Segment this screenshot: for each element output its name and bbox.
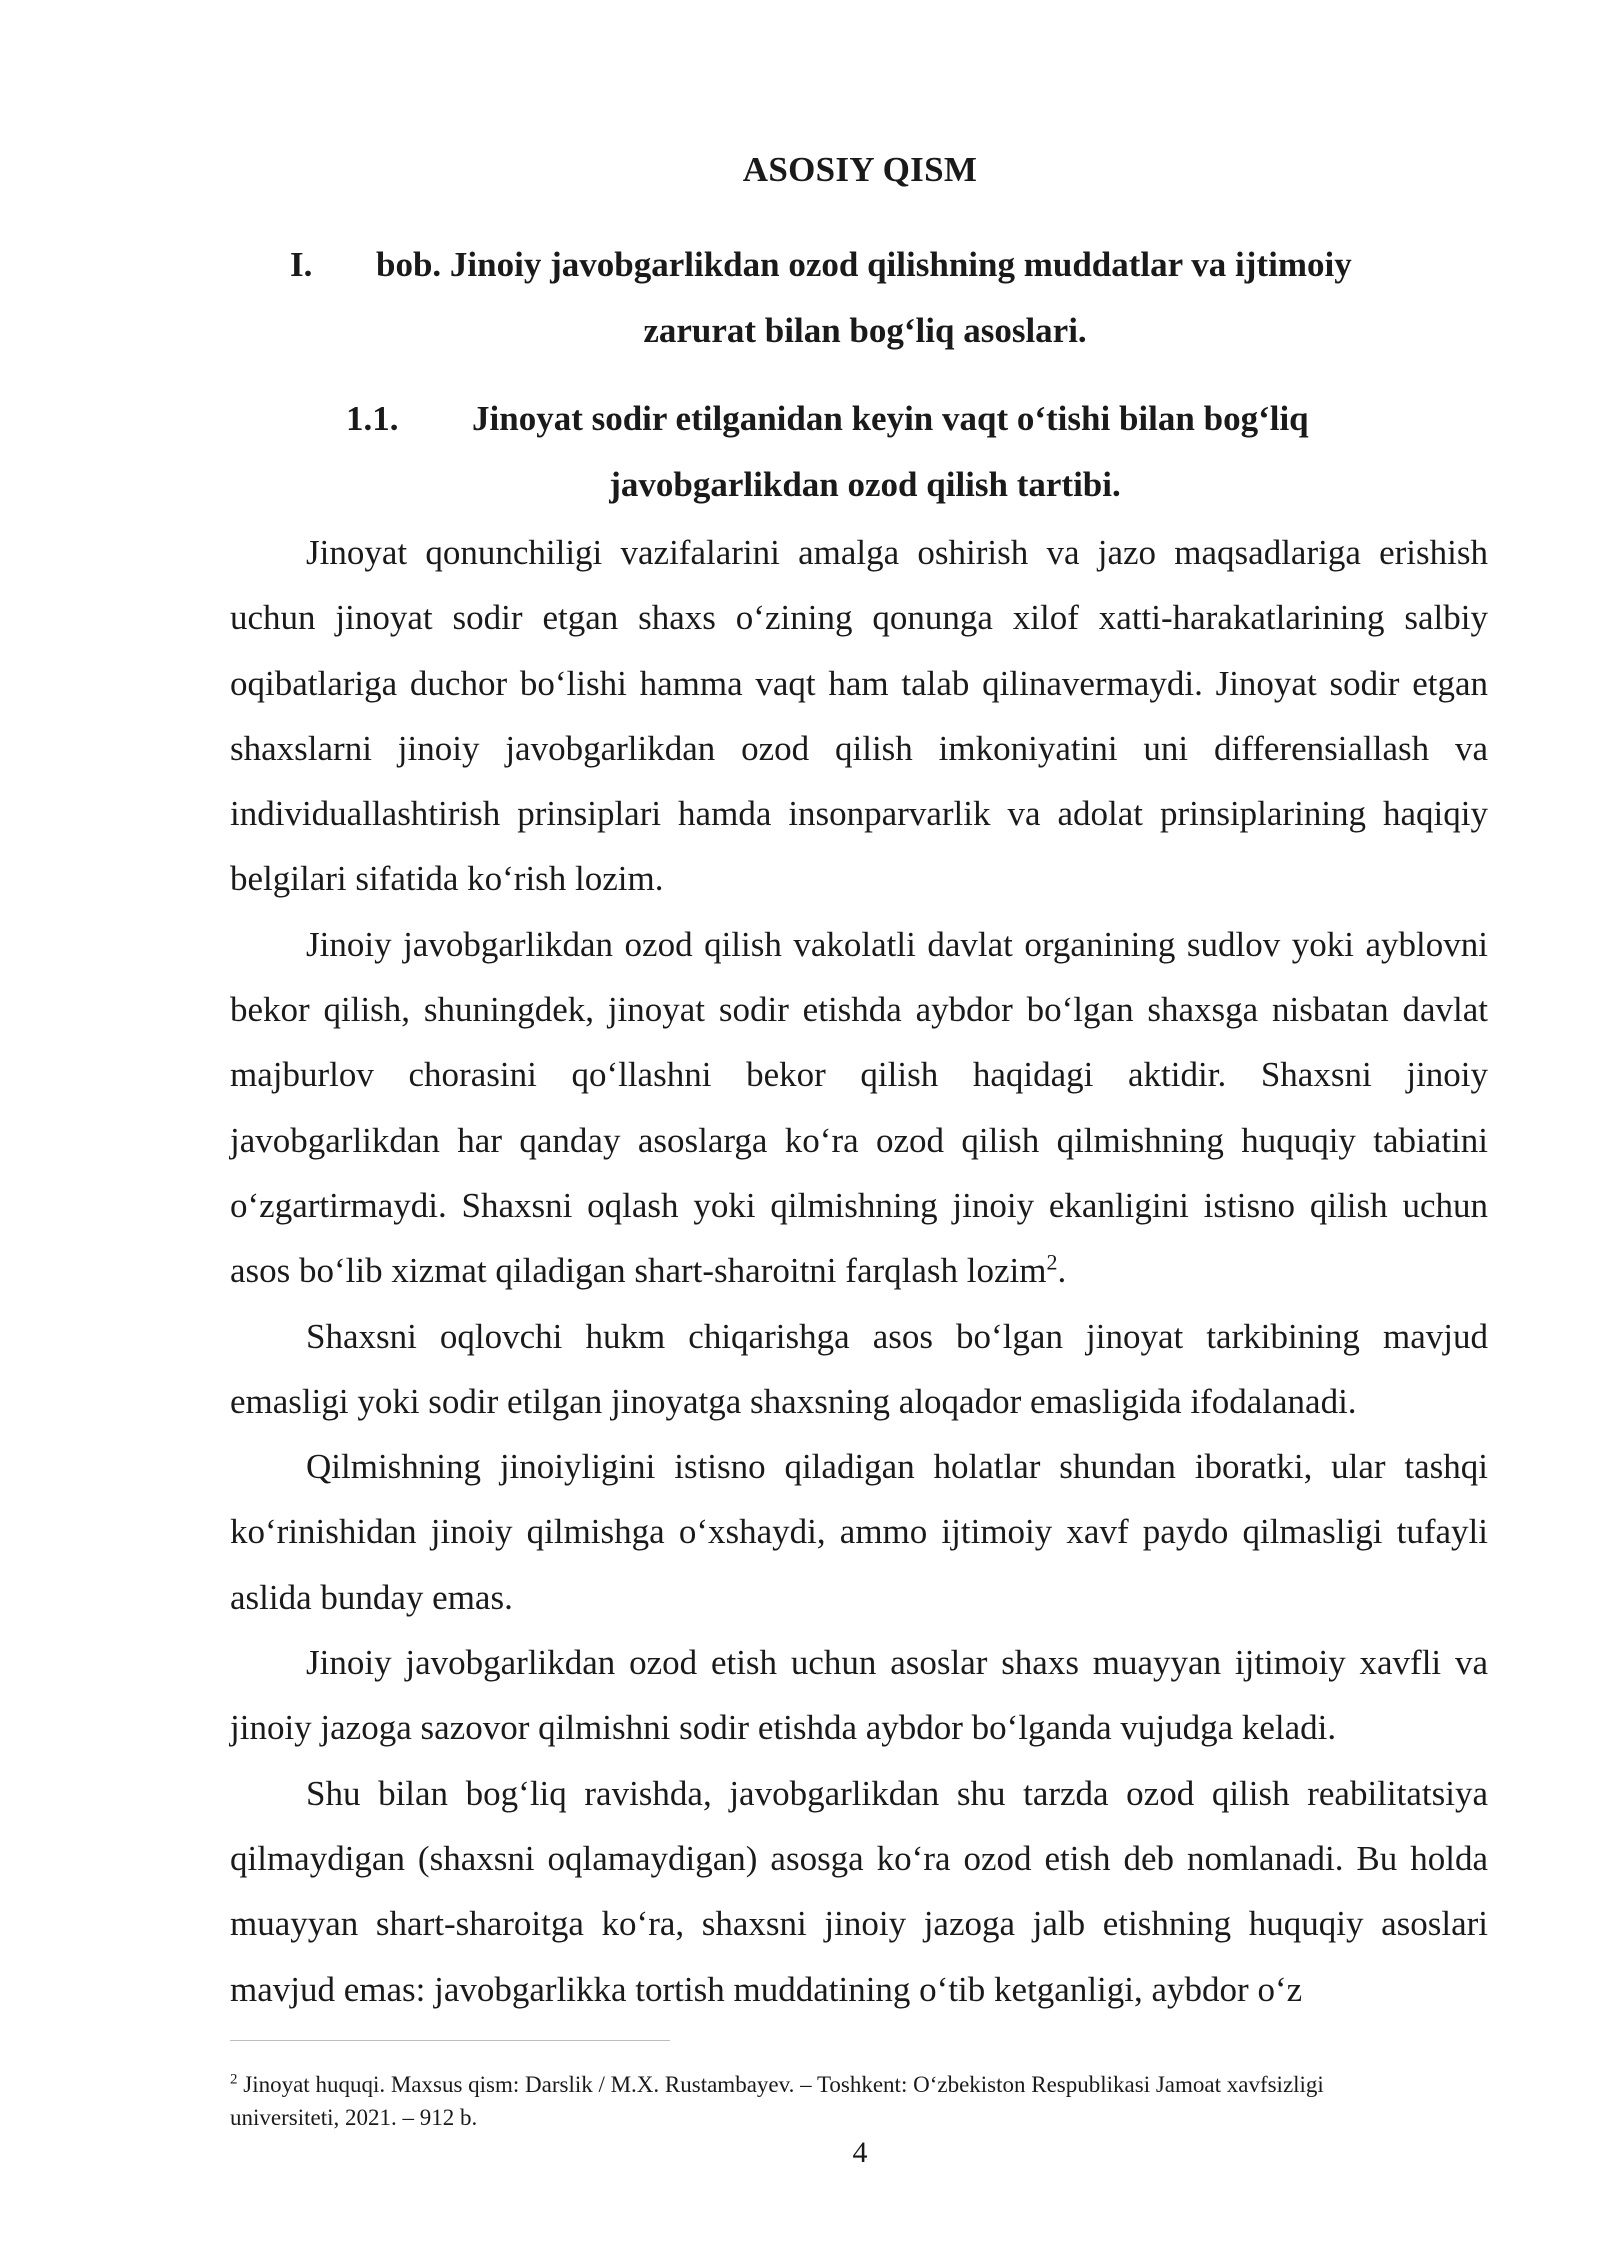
page-number: 4 (852, 2136, 868, 2169)
footnote-marker: 2 (230, 2071, 238, 2088)
subsection-title-line-2: javobgarlikdan ozod qilish tartibi. (609, 465, 1121, 504)
chapter-title-line-1: bob. Jinoiy javobgarlikdan ozod qilishning muddatlar va ijtimoiy (376, 245, 1352, 284)
section-title: ASOSIY QISM (742, 150, 978, 189)
paragraph: Qilmishning jinoiyligini istisno qiladigan holatlar shundan iboratki, ular tashqi ko‘rinishidan jinoiy qilmishga o‘xshaydi, ammo ijtimoiy xavf paydo qilmasligi tufayli aslida bunday emas. (230, 1447, 1488, 1617)
footnote-reference[interactable]: 2 (1046, 1249, 1058, 1275)
footnote (230, 2068, 1430, 2134)
subsection-title-line-1: Jinoyat sodir etilganidan keyin vaqt o‘tishi bilan bog‘liq (472, 399, 1309, 438)
footnote-separator (230, 2040, 670, 2041)
paragraph-with-footnote (230, 912, 1488, 1304)
paragraph: Shaxsni oqlovchi hukm chiqarishga asos bo‘lgan jinoyat tarkibining mavjud emasligi yoki sodir etilgan jinoyatga shaxsning aloqador emasligida ifodalanadi. (230, 1316, 1488, 1421)
chapter-title-line-2: zarurat bilan bog‘liq asoslari. (643, 311, 1087, 350)
subsection-number: 1.1. (346, 399, 399, 438)
footnote-text: Jinoyat huquqi. Maxsus qism: Darslik / M.X. Rustambayev. – Toshkent: O‘zbekiston Respublikasi Jamoat xavfsizligi universiteti, 2021. – 912 b. (230, 2072, 1324, 2130)
paragraph: Jinoiy javobgarlikdan ozod etish uchun asoslar shaxs muayyan ijtimoiy xavfli va jinoiy jazoga sazovor qilmishni sodir etishda aybdor bo‘lganda vujudga keladi. (230, 1643, 1488, 1748)
body-text (230, 520, 1488, 2022)
paragraph-end-period: . (1057, 1251, 1067, 1291)
paragraph-text: Jinoiy javobgarlikdan ozod qilish vakolatli davlat organining sudlov yoki ayblovni bekor qilish, shuningdek, jinoyat sodir etishda aybdor bo‘lgan shaxsga nisbatan davlat majburlov chorasini qo‘llashni bekor qilish haqidagi aktidir. Shaxsni jinoiy javobgarlikdan har qanday asoslarga ko‘ra ozod qilish qilmishning huquqiy tabiatini o‘zgartirmaydi. Shaxsni oqlash yoki qilmishning jinoiy ekanligini istisno qilish uchun asos bo‘lib xizmat qiladigan shart-sharoitni farqlash lozim (230, 924, 1488, 1291)
paragraph: Shu bilan bog‘liq ravishda, javobgarlikdan shu tarzda ozod qilish reabilitatsiya qilmaydigan (shaxsni oqlamaydigan) asosga ko‘ra ozod etish deb nomlanadi. Bu holda muayyan shart-sharoitga ko‘ra, shaxsni jinoiy jazoga jalb etishning huquqiy asoslari mavjud emas: javobgarlikka tortish muddatining o‘tib ketganligi, aybdor o‘z (230, 1773, 1488, 2009)
paragraph: Jinoyat qonunchiligi vazifalarini amalga oshirish va jazo maqsadlariga erishish uchun jinoyat sodir etgan shaxs o‘zining qonunga xilof xatti-harakatlarining salbiy oqibatlariga duchor bo‘lishi hamma vaqt ham talab qilinavermaydi. Jinoyat sodir etgan shaxslarni jinoiy javobgarlikdan ozod qilish imkoniyatini uni differensiallash va individuallashtirish prinsiplari hamda insonparvarlik va adolat prinsiplarining haqiqiy belgilari sifatida ko‘rish lozim. (230, 533, 1488, 899)
chapter-number: I. (290, 245, 313, 284)
